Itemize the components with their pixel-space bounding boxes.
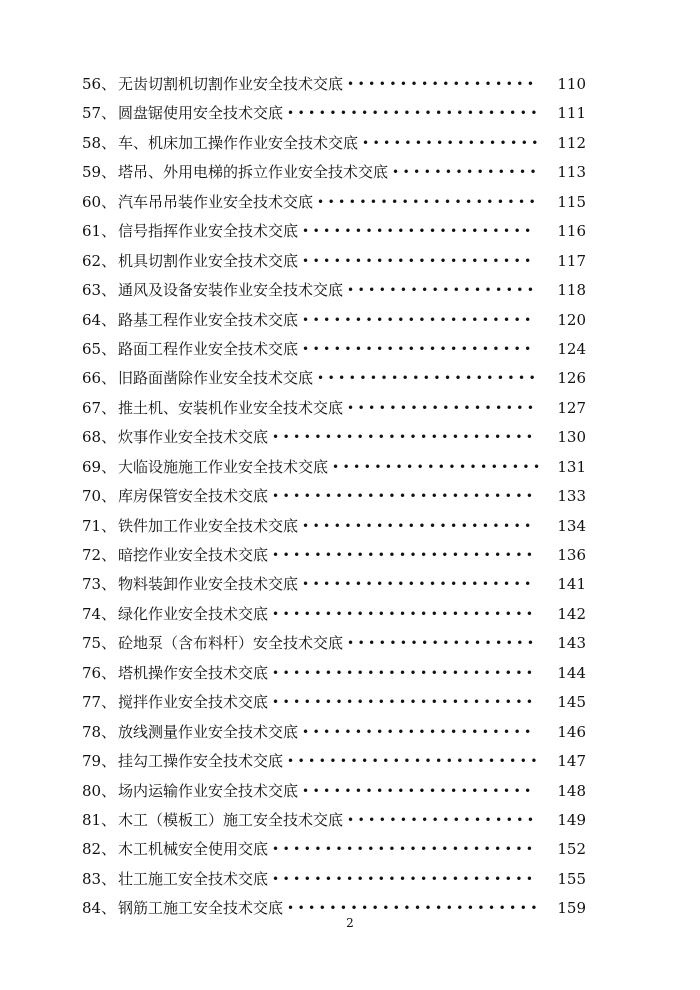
toc-entry[interactable] (0, 335, 700, 364)
toc-entry-page: 133 (557, 487, 586, 506)
toc-entry[interactable] (0, 453, 700, 482)
toc-entry-number: 68、 (82, 428, 117, 447)
toc-entry-number: 72、 (82, 546, 117, 564)
toc-entry-number: 69、 (82, 457, 117, 476)
toc-dot-leader: •••••••••••••• (392, 165, 541, 180)
toc-entry-page: 159 (557, 899, 586, 918)
toc-dot-leader: ••••••••••••••••••••• (317, 194, 540, 209)
toc-entry-page: 155 (557, 869, 586, 888)
toc-entry-page: 111 (557, 104, 586, 123)
toc-entry[interactable] (0, 688, 700, 717)
toc-dot-leader: ••••••••••••••••• (362, 135, 542, 150)
toc-entry-title-wrap (118, 659, 536, 688)
toc-entry-title-wrap (118, 482, 536, 511)
toc-entry-number: 84、 (82, 899, 117, 918)
toc-entry-title-wrap (118, 158, 540, 187)
toc-entry[interactable] (0, 276, 700, 305)
toc-entry-page: 152 (557, 840, 586, 859)
toc-entry-page: 118 (557, 281, 586, 300)
table-of-contents (0, 70, 700, 924)
toc-entry-title: 大临设施施工作业安全技术交底 (118, 457, 329, 476)
toc-entry-title: 塔机操作安全技术交底 (118, 663, 269, 682)
toc-dot-leader: •••••••••••••••••••••• (302, 518, 535, 533)
toc-entry[interactable] (0, 777, 700, 806)
toc-entry[interactable] (0, 158, 700, 187)
toc-entry[interactable] (0, 247, 700, 276)
toc-entry-page: 116 (557, 222, 586, 241)
toc-entry-title: 钢筋工施工安全技术交底 (118, 899, 284, 918)
toc-entry-number: 74、 (82, 604, 117, 623)
toc-dot-leader: •••••••••••••••••• (347, 400, 538, 415)
toc-entry-number: 56、 (82, 75, 117, 93)
toc-entry[interactable] (0, 188, 700, 217)
toc-dot-leader: •••••••••••••••••••••• (302, 577, 535, 592)
toc-entry-title-wrap (118, 276, 537, 305)
toc-dot-leader: ••••••••••••••••••••••••• (272, 430, 537, 445)
toc-entry-title-wrap (118, 217, 535, 246)
toc-dot-leader: •••••••••••••••••• (347, 77, 538, 91)
toc-entry-number: 64、 (82, 310, 117, 329)
toc-entry[interactable] (0, 70, 700, 99)
toc-entry-title-wrap (118, 512, 535, 541)
toc-entry-number: 78、 (82, 722, 117, 741)
toc-entry-page: 142 (557, 604, 586, 623)
toc-entry-page: 136 (557, 546, 586, 564)
toc-entry-title: 通风及设备安装作业安全技术交底 (118, 281, 344, 300)
toc-entry-page: 120 (557, 310, 586, 329)
toc-dot-leader: •••••••••••••••••••••• (302, 783, 535, 798)
toc-entry-title-wrap (118, 570, 535, 599)
toc-entry-title: 机具切割作业安全技术交底 (118, 251, 299, 270)
toc-entry-page: 130 (557, 428, 586, 447)
toc-entry-title-wrap (118, 718, 535, 747)
toc-entry-page: 112 (557, 133, 586, 152)
toc-entry[interactable] (0, 364, 700, 393)
toc-entry[interactable] (0, 865, 700, 894)
toc-entry-title-wrap (118, 688, 536, 717)
toc-entry-page: 141 (557, 575, 586, 594)
toc-entry-title: 路面工程作业安全技术交底 (118, 339, 299, 358)
toc-entry-number: 63、 (82, 281, 117, 300)
toc-entry-title: 壮工施工安全技术交底 (118, 869, 269, 888)
toc-entry-title: 绿化作业安全技术交底 (118, 604, 269, 623)
toc-entry-title: 木工（模板工）施工安全技术交底 (118, 810, 344, 829)
toc-entry-title: 路基工程作业安全技术交底 (118, 310, 299, 329)
toc-entry-page: 131 (557, 457, 586, 476)
toc-entry-title-wrap (118, 70, 537, 99)
toc-entry-title-wrap (118, 629, 537, 658)
toc-dot-leader: •••••••••••••••••••••••• (287, 106, 541, 121)
toc-entry[interactable] (0, 835, 700, 864)
toc-entry-title: 木工机械安全使用交底 (118, 840, 269, 859)
toc-entry-number: 82、 (82, 840, 117, 859)
toc-entry[interactable] (0, 659, 700, 688)
toc-entry-page: 146 (557, 722, 586, 741)
toc-entry-title: 圆盘锯使用安全技术交底 (118, 104, 284, 123)
toc-entry[interactable] (0, 747, 700, 776)
toc-entry-title: 旧路面凿除作业安全技术交底 (118, 369, 314, 388)
toc-entry[interactable] (0, 306, 700, 335)
toc-dot-leader: ••••••••••••••••••••••••• (272, 871, 537, 886)
toc-entry-number: 65、 (82, 339, 117, 358)
toc-entry-title: 场内运输作业安全技术交底 (118, 781, 299, 800)
toc-entry-title-wrap (118, 865, 536, 894)
toc-dot-leader: •••••••••••••••••••••• (302, 253, 535, 268)
toc-entry[interactable] (0, 629, 700, 658)
toc-entry-title: 砼地泵（含布料杆）安全技术交底 (118, 634, 344, 653)
toc-entry-title-wrap (118, 364, 539, 393)
toc-dot-leader: •••••••••••••••••••• (332, 459, 544, 474)
toc-entry-page: 149 (557, 810, 586, 829)
toc-entry-title: 搅拌作业安全技术交底 (118, 693, 269, 712)
toc-entry-title-wrap (118, 423, 536, 452)
toc-entry[interactable] (0, 570, 700, 599)
toc-entry-title-wrap (118, 747, 541, 776)
toc-entry-title: 汽车吊吊装作业安全技术交底 (118, 192, 314, 211)
toc-entry-title-wrap (118, 335, 535, 364)
toc-entry-title-wrap (118, 394, 537, 423)
toc-entry-title: 推土机、安装机作业安全技术交底 (118, 398, 344, 417)
toc-entry-page: 127 (557, 398, 586, 417)
toc-dot-leader: •••••••••••••••••••••• (302, 312, 535, 327)
toc-entry-page: 145 (557, 693, 586, 712)
toc-dot-leader: ••••••••••••••••••••••••• (272, 548, 537, 562)
toc-entry-page: 124 (557, 339, 586, 358)
toc-entry-title-wrap (118, 777, 535, 806)
toc-entry-page: 144 (557, 663, 586, 682)
toc-entry-title: 无齿切割机切割作业安全技术交底 (118, 75, 344, 93)
toc-entry-page: 126 (557, 369, 586, 388)
toc-entry-page: 147 (557, 752, 586, 771)
toc-entry-number: 71、 (82, 516, 117, 535)
toc-entry[interactable] (0, 394, 700, 423)
toc-entry-page: 143 (557, 634, 586, 653)
toc-entry-title: 暗挖作业安全技术交底 (118, 546, 269, 564)
toc-dot-leader: ••••••••••••••••••••••••• (272, 842, 537, 857)
toc-entry-title-wrap (118, 806, 537, 835)
toc-entry-page: 113 (557, 163, 586, 182)
toc-entry-number: 81、 (82, 810, 117, 829)
toc-entry-number: 66、 (82, 369, 117, 388)
toc-dot-leader: •••••••••••••••••• (347, 636, 538, 651)
toc-entry-number: 75、 (82, 634, 117, 653)
toc-entry[interactable] (0, 512, 700, 541)
toc-entry[interactable] (0, 600, 700, 629)
toc-dot-leader: ••••••••••••••••••••••••• (272, 695, 537, 710)
toc-entry-page: 117 (557, 251, 586, 270)
toc-entry-number: 62、 (82, 251, 117, 270)
toc-entry-title: 放线测量作业安全技术交底 (118, 722, 299, 741)
toc-dot-leader: •••••••••••••••••••••• (302, 724, 535, 739)
toc-dot-leader: ••••••••••••••••••••••••• (272, 606, 537, 621)
toc-dot-leader: ••••••••••••••••••••••••• (272, 489, 537, 504)
toc-entry-number: 79、 (82, 752, 117, 771)
toc-dot-leader: •••••••••••••••••• (347, 812, 538, 827)
toc-entry-title: 信号指挥作业安全技术交底 (118, 222, 299, 241)
toc-entry[interactable] (0, 99, 700, 128)
toc-dot-leader: ••••••••••••••••••••• (317, 371, 540, 386)
toc-entry-title-wrap (118, 600, 536, 629)
toc-entry-title: 物料装卸作业安全技术交底 (118, 575, 299, 594)
toc-entry-number: 67、 (82, 398, 117, 417)
toc-dot-leader: •••••••••••••••••• (347, 283, 538, 298)
toc-entry-number: 59、 (82, 163, 117, 182)
toc-dot-leader: •••••••••••••••••••••• (302, 224, 535, 239)
toc-entry-title-wrap (118, 541, 536, 570)
toc-entry[interactable] (0, 482, 700, 511)
toc-entry-number: 76、 (82, 663, 117, 682)
toc-entry-title-wrap (118, 453, 544, 482)
toc-entry-number: 60、 (82, 192, 117, 211)
toc-entry-title-wrap (118, 99, 541, 128)
toc-entry-title: 铁件加工作业安全技术交底 (118, 516, 299, 535)
toc-entry-title: 车、机床加工操作作业安全技术交底 (118, 133, 359, 152)
toc-entry-page: 148 (557, 781, 586, 800)
toc-entry[interactable] (0, 541, 700, 570)
toc-dot-leader: •••••••••••••••••••••••• (287, 754, 541, 769)
toc-entry-number: 57、 (82, 104, 117, 123)
toc-entry-title: 炊事作业安全技术交底 (118, 428, 269, 447)
toc-entry-number: 83、 (82, 869, 117, 888)
toc-entry-number: 70、 (82, 487, 117, 506)
toc-entry[interactable] (0, 423, 700, 452)
toc-entry-title-wrap (118, 129, 542, 158)
toc-entry[interactable] (0, 129, 700, 158)
toc-entry-page: 115 (557, 192, 586, 211)
toc-entry-title-wrap (118, 188, 539, 217)
toc-entry-page: 134 (557, 516, 586, 535)
toc-entry[interactable] (0, 806, 700, 835)
toc-entry-title-wrap (118, 306, 535, 335)
toc-dot-leader: ••••••••••••••••••••••••• (272, 665, 537, 680)
toc-entry-title-wrap (118, 247, 535, 276)
toc-entry-number: 80、 (82, 781, 117, 800)
page-number: 2 (346, 916, 354, 930)
toc-dot-leader: •••••••••••••••••••••• (302, 341, 535, 356)
toc-entry-title: 挂勾工操作安全技术交底 (118, 752, 284, 771)
toc-entry[interactable] (0, 718, 700, 747)
toc-dot-leader: •••••••••••••••••••••••• (287, 901, 541, 916)
toc-entry-number: 58、 (82, 133, 117, 152)
toc-entry-page: 110 (557, 75, 586, 93)
toc-entry-title: 库房保管安全技术交底 (118, 487, 269, 506)
toc-entry-number: 73、 (82, 575, 117, 594)
toc-entry-number: 61、 (82, 222, 117, 241)
toc-entry[interactable] (0, 217, 700, 246)
toc-entry-number: 77、 (82, 693, 117, 712)
toc-entry-title: 塔吊、外用电梯的拆立作业安全技术交底 (118, 163, 389, 182)
toc-entry-title-wrap (118, 835, 536, 864)
